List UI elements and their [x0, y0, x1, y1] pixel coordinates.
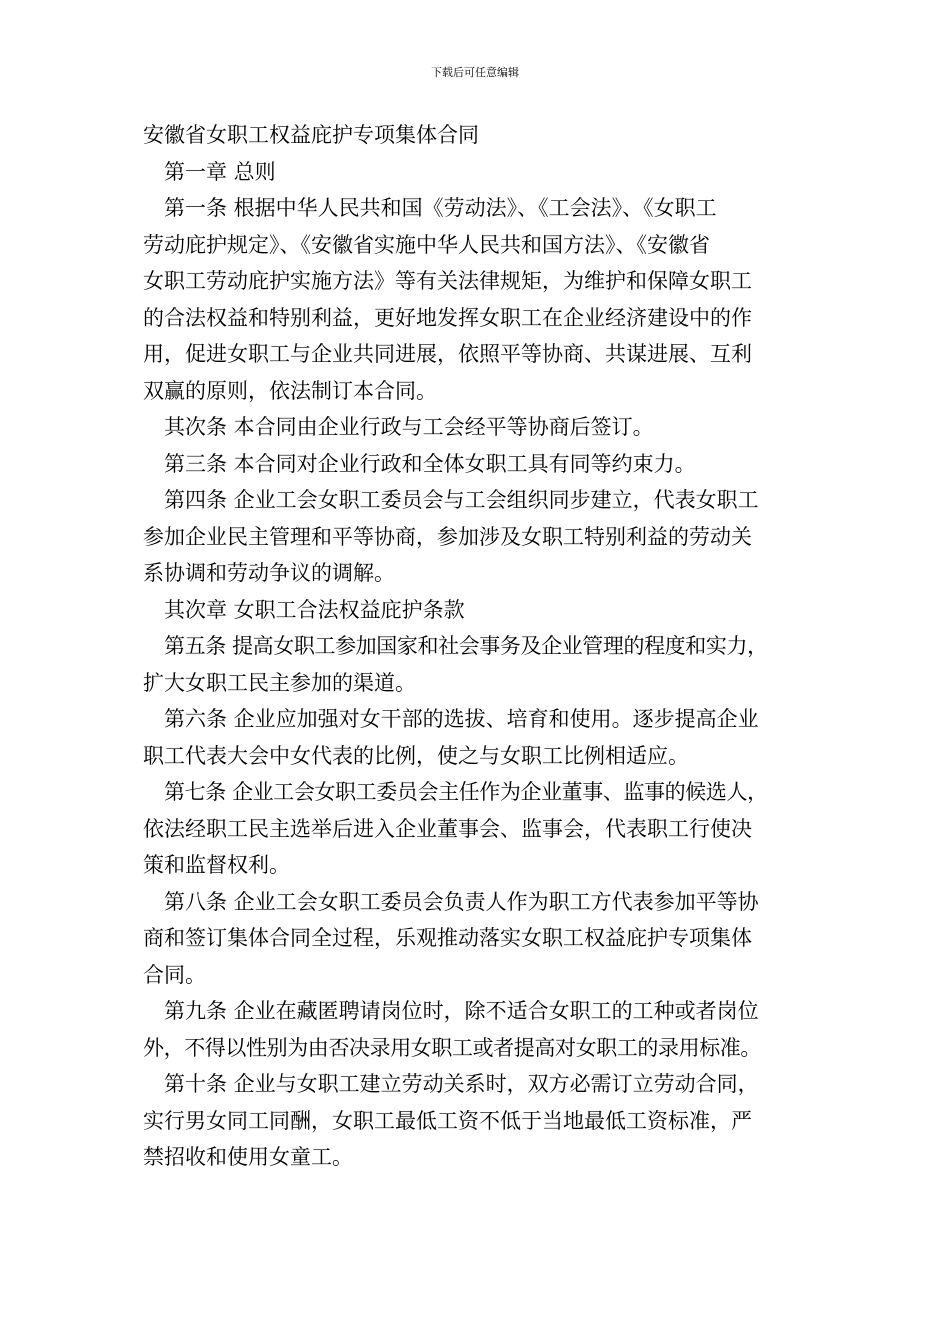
- article-line: 第十条 企业与女职工建立劳动关系时，双方必需订立劳动合同，: [164, 1072, 759, 1096]
- article-line: 用，促进女职工与企业共同进展，依照平等协商、共谋进展、互利: [143, 342, 752, 366]
- article-line: 禁招收和使用女童工。: [143, 1145, 353, 1169]
- article-line: 合同。: [143, 962, 206, 987]
- article-line: 外，不得以性别为由否决录用女职工或者提高对女职工的录用标准。: [143, 1035, 761, 1060]
- article-line: 第三条 本合同对企业行政和全体女职工具有同等约束力。: [164, 451, 696, 476]
- article-line: 依法经职工民主选举后进入企业董事会、监事会，代表职工行使决: [143, 816, 752, 841]
- article-line: 女职工劳动庇护实施方法》等有关法律规矩，为维护和保障女职工: [143, 269, 752, 293]
- article-line: 第四条 企业工会女职工委员会与工会组织同步建立，代表女职工: [164, 488, 759, 512]
- article-3: [143, 446, 818, 483]
- document-title: 安徽省女职工权益庇护专项集体合同: [143, 123, 479, 147]
- article-line: 系协调和劳动争议的调解。: [143, 561, 395, 585]
- article-line: 的合法权益和特别利益，更好地发挥女职工在企业经济建设中的作: [143, 305, 752, 330]
- article-line: 商和签订集体合同全过程，乐观推动落实女职工权益庇护专项集体: [143, 926, 752, 950]
- article-7: [143, 774, 818, 884]
- article-line: 参加企业民主管理和平等协商，参加涉及女职工特别利益的劳动关: [143, 524, 752, 549]
- article-line: 职工代表大会中女代表的比例，使之与女职工比例相适应。: [143, 743, 689, 768]
- article-line: 第八条 企业工会女职工委员会负责人作为职工方代表参加平等协: [164, 889, 759, 914]
- article-line: 劳动庇护规定》、《安徽省实施中华人民共和国方法》、《安徽省: [143, 232, 710, 257]
- article-6: [143, 701, 818, 774]
- article-line: 第七条 企业工会女职工委员会主任作为企业董事、监事的候选人，: [164, 780, 768, 804]
- article-line: 第九条 企业在藏匿聘请岗位时，除不适合女职工的工种或者岗位: [164, 999, 759, 1023]
- article-line: 第一条 根据中华人民共和国《劳动法》、《工会法》、《女职工: [164, 196, 717, 220]
- article-line: 实行男女同工同酬，女职工最低工资不低于当地最低工资标准，严: [143, 1108, 752, 1133]
- chapter-heading-1: 第一章 总则: [164, 159, 276, 184]
- article-8: [143, 884, 818, 994]
- document-body: [143, 117, 818, 1176]
- article-5: [143, 628, 818, 701]
- page-header-note: 下载后可任意编辑: [431, 66, 519, 79]
- article-1: [143, 190, 818, 409]
- article-line: 第五条 提高女职工参加国家和社会事务及企业管理的程度和实力，: [164, 634, 768, 658]
- article-line: 扩大女职工民主参加的渠道。: [143, 670, 416, 695]
- article-line: 第六条 企业应加强对女干部的选拔、培育和使用。逐步提高企业: [164, 707, 759, 731]
- article-4: [143, 482, 818, 592]
- article-10: [143, 1066, 818, 1176]
- article-line: 双赢的原则，依法制订本合同。: [143, 378, 437, 403]
- chapter-heading-2: 其次章 女职工合法权益庇护条款: [164, 597, 465, 622]
- article-2: [143, 409, 818, 446]
- article-line: 其次条 本合同由企业行政与工会经平等协商后签订。: [164, 415, 654, 439]
- article-9: [143, 993, 818, 1066]
- article-line: 策和监督权利。: [143, 853, 290, 877]
